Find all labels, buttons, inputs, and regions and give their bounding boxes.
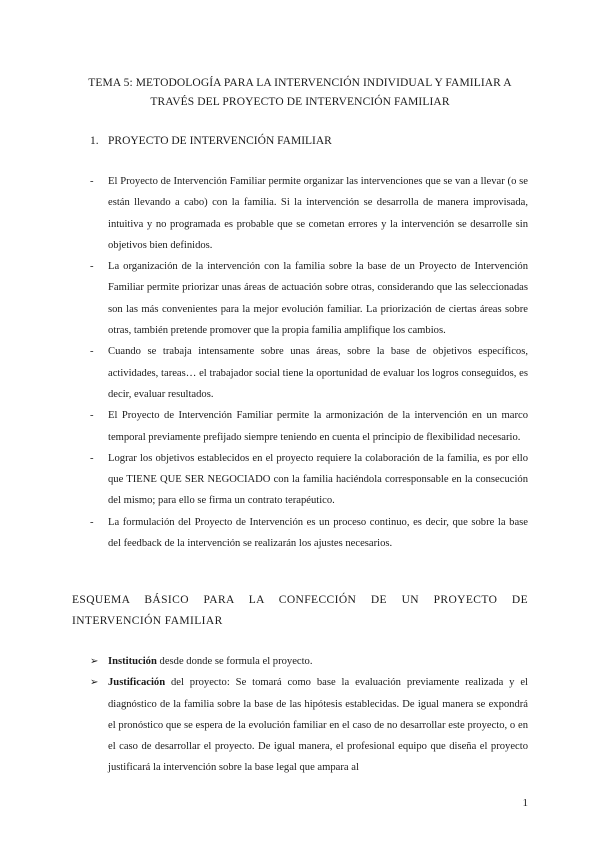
list-item: [90, 672, 528, 778]
item-text: del proyecto: Se tomará como base la evaluación previamente realizada y el diagnóstico de la familia sobre la base de las hipótesis establecidas. De igual manera se expondrá el pronóstico que se espera de la evolución familiar en el caso de no desarrollar este proyecto, o en el caso de desarrollar el proyecto. De igual manera, el profesional equipo que diseña el proyecto justificará la intervención sobre la base legal que ampara al: [108, 677, 528, 774]
bullet-dash: -: [90, 261, 94, 273]
list-item-text: El Proyecto de Intervención Familiar permite la armonización de la intervención en un marco temporal previamente prefijado siempre teniendo en cuenta el principio de flexibilidad necesario.: [108, 410, 528, 443]
title-line-1: TEMA 5: METODOLOGÍA PARA LA INTERVENCIÓN INDIVIDUAL Y FAMILIAR A: [88, 77, 512, 89]
scheme-list: [90, 651, 528, 779]
title-line-2: TRAVÉS DEL PROYECTO DE INTERVENCIÓN FAMILIAR: [150, 96, 450, 108]
item-term: Institución: [108, 656, 157, 667]
list-item-text: El Proyecto de Intervención Familiar permite organizar las intervenciones que se van a llevar (o se están llevando a cabo) con la familia. Si la intervención se desarrolla de manera improvisada, intuitiva y no programada es probable que se cometan errores y la intervención se desarrolle sin objetivos bien definidos.: [108, 176, 528, 251]
list-item: [90, 448, 528, 512]
list-item-text: La formulación del Proyecto de Intervención es un proceso continuo, es decir, que sobre la base del feedback de la intervención se realizarán los ajustes necesarios.: [108, 516, 528, 550]
document-title: [70, 74, 530, 112]
list-item: [90, 651, 528, 672]
bullet-dash: -: [90, 346, 94, 358]
bullet-dash: -: [90, 410, 94, 422]
list-item-text: Cuando se trabaja intensamente sobre unas áreas, sobre la base de objetivos específicos, actividades, tareas… el trabajador social tiene la oportunidad de evaluar los logros conseguidos, es decir, evaluar resultados.: [108, 346, 528, 400]
section-number: 1.: [90, 135, 99, 147]
bullet-dash: -: [90, 516, 94, 528]
list-item-text: Lograr los objetivos establecidos en el proyecto requiere la colaboración de la familia, es por ello que TIENE QUE SER NEGOCIADO con la familia haciéndola corresponsable en la consecución del mismo; para ello se firma un contrato terapéutico.: [108, 452, 528, 507]
section-title: PROYECTO DE INTERVENCIÓN FAMILIAR: [108, 135, 332, 147]
arrow-bullet-icon: ➢: [90, 656, 99, 667]
item-text: desde donde se formula el proyecto.: [156, 656, 313, 667]
scheme-heading: ESQUEMA BÁSICO PARA LA CONFECCIÓN DE UN PROYECTO DE INTERVENCIÓN FAMILIAR: [72, 594, 528, 627]
bullet-dash: -: [90, 176, 94, 187]
list-item: [90, 256, 528, 341]
list-item: [90, 405, 528, 448]
list-item-text: La organización de la intervención con la familia sobre la base de un Proyecto de Intervención Familiar permite priorizar unas áreas de actuación sobre otras, considerando que las seleccionadas son las más convenientes para la mejor evolución familiar. La priorización de ciertas áreas sobre otras, también pretende promover que la propia familia amplifique los cambios.: [108, 261, 528, 337]
item-term: Justificación: [108, 677, 166, 689]
section-heading: [90, 133, 332, 149]
page-number: 1: [522, 797, 528, 809]
bullet-list: [90, 171, 528, 554]
bullet-dash: -: [90, 452, 94, 464]
list-item: [90, 171, 528, 256]
list-item: [90, 512, 528, 555]
arrow-bullet-icon: ➢: [90, 677, 99, 689]
list-item: [90, 341, 528, 405]
